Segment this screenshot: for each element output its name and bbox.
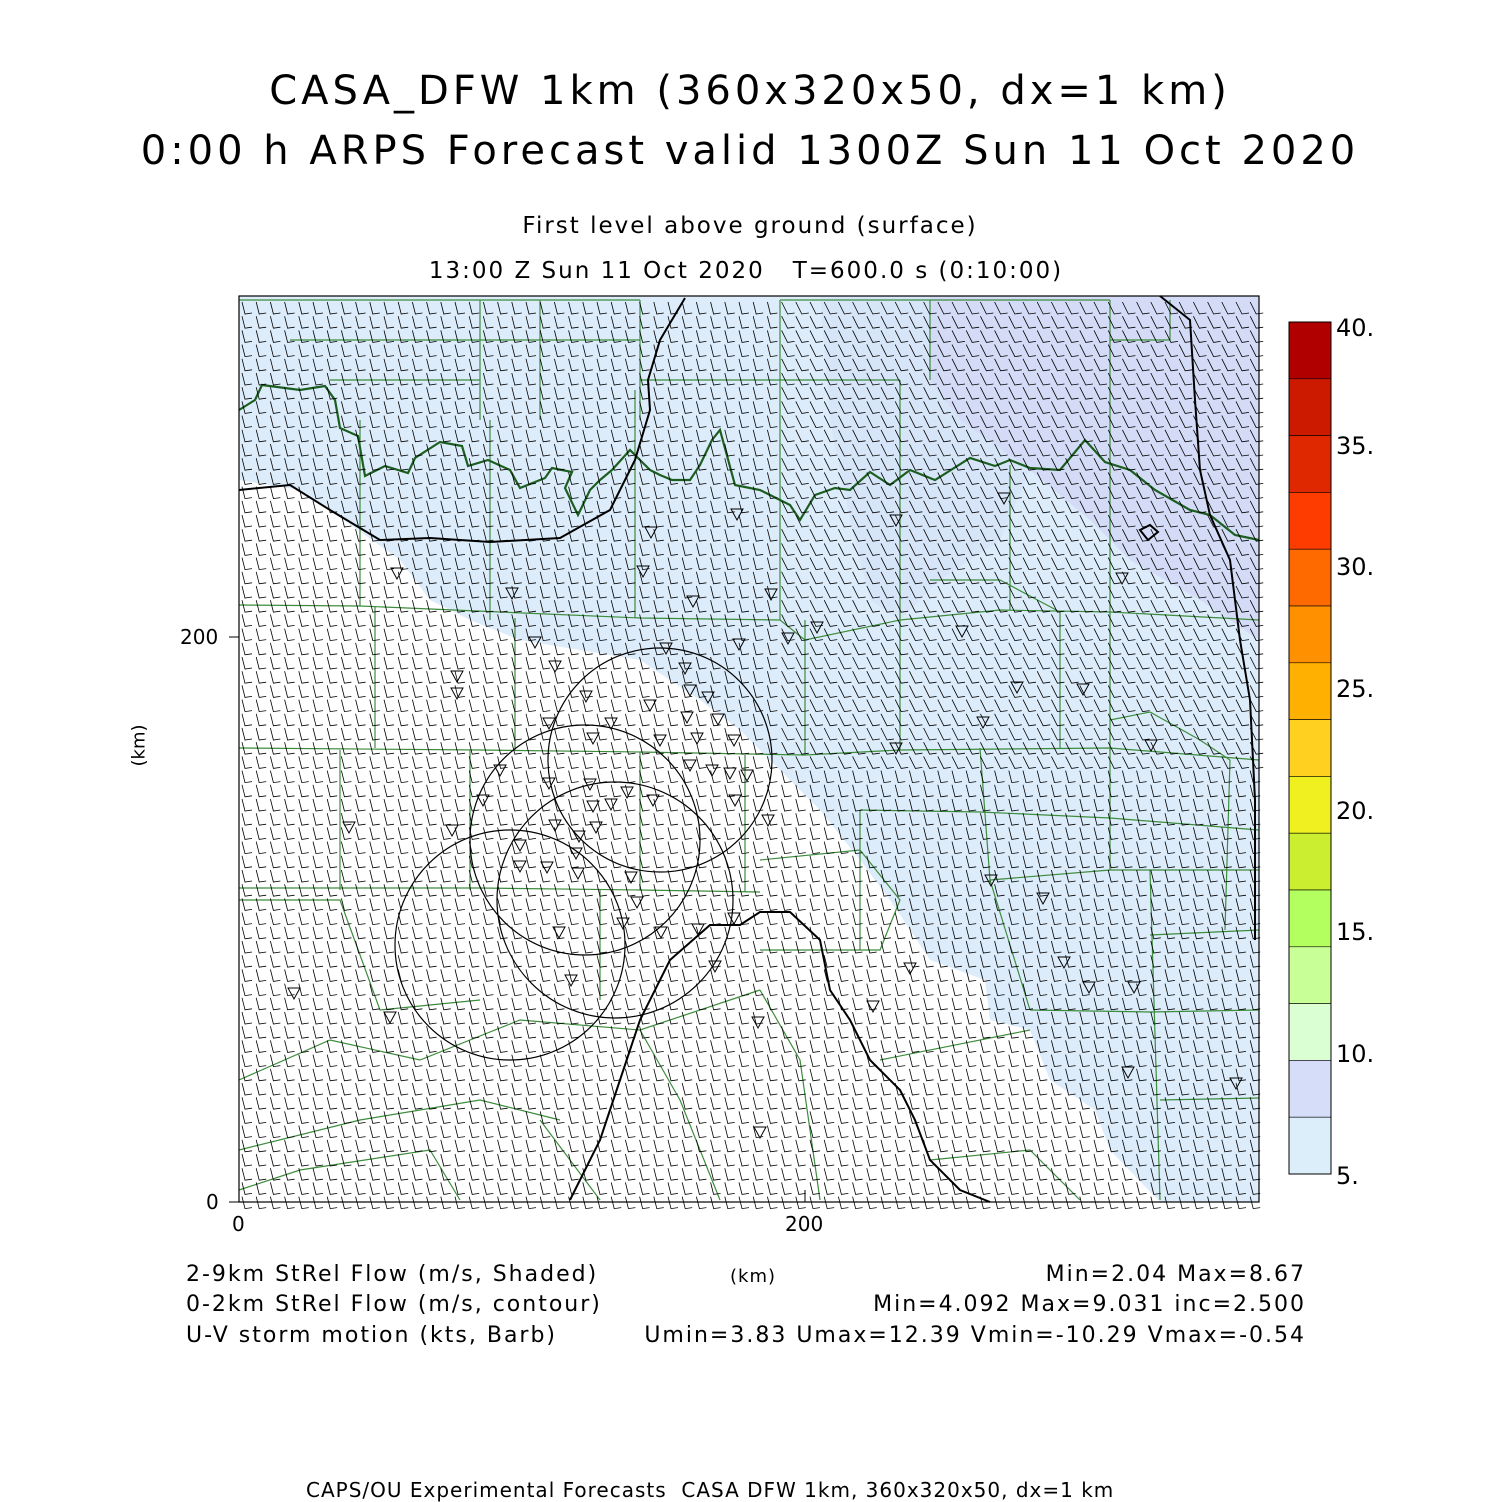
legend-contour-range: Min=4.092 Max=9.031 inc=2.500: [873, 1292, 1306, 1317]
title-line-1: CASA_DFW 1km (360x320x50, dx=1 km): [269, 68, 1231, 114]
x-axis-label: (km): [730, 1266, 777, 1287]
colorbar-block: [1289, 606, 1331, 663]
colorbar-label-5: 5.: [1336, 1162, 1359, 1190]
colorbar-block: [1289, 776, 1331, 833]
colorbar-block: [1289, 720, 1331, 777]
colorbar-label-15: 15.: [1336, 918, 1375, 946]
title-line-2: 0:00 h ARPS Forecast valid 1300Z Sun 11 Oct 2020: [140, 128, 1360, 174]
colorbar-block: [1289, 549, 1331, 606]
colorbar-block: [1289, 492, 1331, 549]
colorbar-block: [1289, 947, 1331, 1004]
colorbar: [1289, 322, 1331, 1174]
legend-shaded: 2-9km StRel Flow (m/s, Shaded): [186, 1262, 599, 1287]
colorbar-label-40: 40.: [1336, 314, 1375, 342]
level-label: First level above ground (surface): [522, 213, 978, 239]
time-label: 13:00 Z Sun 11 Oct 2020 T=600.0 s (0:10:00): [428, 258, 1064, 284]
colorbar-block: [1289, 1060, 1331, 1117]
colorbar-label-30: 30.: [1336, 553, 1375, 581]
colorbar-block: [1289, 1004, 1331, 1061]
colorbar-label-20: 20.: [1336, 797, 1375, 825]
y-axis-label: (km): [128, 724, 150, 767]
x-tick-0: 0: [232, 1212, 245, 1236]
y-tick-200: 200: [180, 625, 219, 649]
legend-barb-range: Umin=3.83 Umax=12.39 Vmin=-10.29 Vmax=-0.54: [644, 1323, 1306, 1348]
footer-credit: CAPS/OU Experimental Forecasts CASA DFW 1km, 360x320x50, dx=1 km: [306, 1478, 1115, 1502]
x-tick-200: 200: [785, 1212, 824, 1236]
legend-contour: 0-2km StRel Flow (m/s, contour): [186, 1292, 602, 1317]
colorbar-label-25: 25.: [1336, 675, 1375, 703]
legend-barb: U-V storm motion (kts, Barb): [186, 1323, 558, 1348]
legend-shaded-range: Min=2.04 Max=8.67: [1045, 1262, 1306, 1287]
colorbar-block: [1289, 1117, 1331, 1174]
colorbar-block: [1289, 322, 1331, 379]
colorbar-block: [1289, 663, 1331, 720]
y-tick-0: 0: [206, 1190, 219, 1214]
colorbar-block: [1289, 833, 1331, 890]
colorbar-block: [1289, 379, 1331, 436]
colorbar-label-35: 35.: [1336, 432, 1375, 460]
colorbar-label-10: 10.: [1336, 1040, 1375, 1068]
colorbar-block: [1289, 890, 1331, 947]
colorbar-block: [1289, 436, 1331, 493]
